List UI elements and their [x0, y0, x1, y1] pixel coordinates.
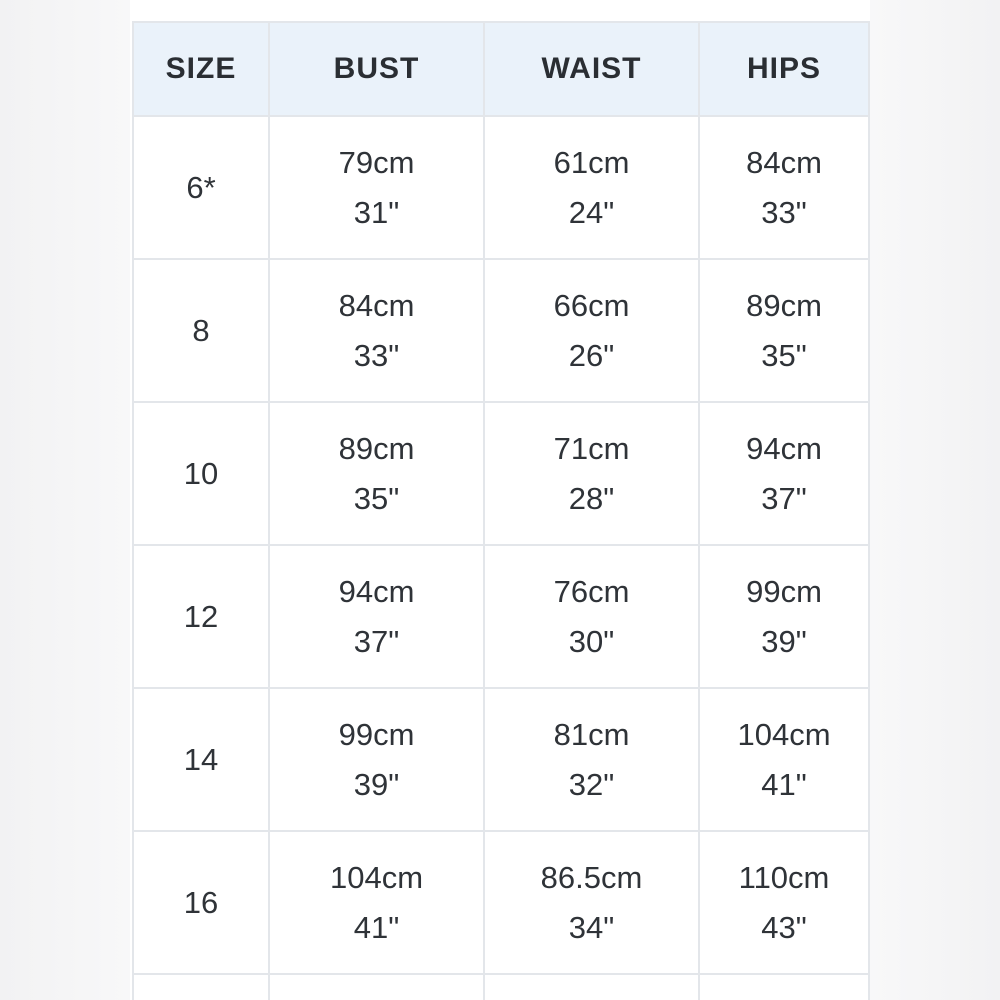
bust-in: 41"	[353, 909, 400, 945]
hips-cm: 99cm	[746, 573, 822, 609]
hips-cell-empty	[699, 974, 869, 1000]
hips-cm: 84cm	[746, 144, 822, 180]
hips-in: 37"	[761, 480, 807, 516]
header-row	[133, 22, 869, 116]
waist-cm: 86.5cm	[540, 859, 643, 895]
waist-cell	[484, 259, 699, 402]
waist-in: 26"	[568, 337, 615, 373]
size-cell: 14	[133, 688, 269, 831]
waist-cell	[484, 402, 699, 545]
waist-cell	[484, 545, 699, 688]
bust-in: 35"	[353, 480, 400, 516]
table-header	[133, 22, 869, 116]
hips-in: 33"	[761, 194, 807, 230]
table-row	[133, 831, 869, 974]
hips-cell	[699, 402, 869, 545]
size-chart-table	[132, 21, 870, 1000]
table-row	[133, 688, 869, 831]
size-cell: 16	[133, 831, 269, 974]
table-row	[133, 545, 869, 688]
hips-cm: 110cm	[738, 859, 830, 895]
bust-cm: 84cm	[338, 287, 415, 323]
waist-cm: 76cm	[553, 573, 630, 609]
bust-cell	[269, 831, 484, 974]
hips-cm: 94cm	[746, 430, 822, 466]
waist-cell	[484, 116, 699, 259]
size-cell: 12	[133, 545, 269, 688]
table-row	[133, 402, 869, 545]
hips-cell	[699, 545, 869, 688]
bust-in: 37"	[353, 623, 400, 659]
waist-cm: 61cm	[553, 144, 630, 180]
hips-cell	[699, 688, 869, 831]
table-row	[133, 259, 869, 402]
waist-in: 28"	[568, 480, 615, 516]
hips-in: 35"	[761, 337, 807, 373]
bust-cm: 94cm	[338, 573, 415, 609]
header-bust: BUST	[269, 22, 484, 116]
table-row	[133, 116, 869, 259]
bust-cell-empty	[269, 974, 484, 1000]
bust-cell	[269, 402, 484, 545]
size-cell-empty	[133, 974, 269, 1000]
waist-in: 32"	[568, 766, 615, 802]
hips-in: 43"	[761, 909, 807, 945]
waist-cm: 66cm	[553, 287, 630, 323]
header-size: SIZE	[133, 22, 269, 116]
page-margin-left	[0, 0, 130, 1000]
hips-in: 39"	[761, 623, 807, 659]
size-cell: 10	[133, 402, 269, 545]
waist-cm: 81cm	[553, 716, 630, 752]
hips-cell	[699, 116, 869, 259]
bust-cell	[269, 259, 484, 402]
bust-in: 31"	[353, 194, 400, 230]
bust-cell	[269, 116, 484, 259]
header-waist: WAIST	[484, 22, 699, 116]
table-body	[133, 116, 869, 1000]
header-hips: HIPS	[699, 22, 869, 116]
hips-cm: 89cm	[746, 287, 822, 323]
bust-cm: 104cm	[329, 859, 424, 895]
bust-cm: 89cm	[338, 430, 415, 466]
waist-cell	[484, 831, 699, 974]
waist-in: 34"	[568, 909, 615, 945]
bust-cell	[269, 688, 484, 831]
bust-cm: 99cm	[338, 716, 415, 752]
bust-cm: 79cm	[338, 144, 415, 180]
hips-cm: 104cm	[737, 716, 831, 752]
size-cell: 8	[133, 259, 269, 402]
hips-cell	[699, 831, 869, 974]
table-row-partial	[133, 974, 869, 1000]
waist-cm: 71cm	[553, 430, 630, 466]
hips-in: 41"	[761, 766, 807, 802]
waist-in: 24"	[568, 194, 615, 230]
bust-cell	[269, 545, 484, 688]
bust-in: 39"	[353, 766, 400, 802]
size-cell: 6*	[133, 116, 269, 259]
waist-cell-empty	[484, 974, 699, 1000]
waist-in: 30"	[568, 623, 615, 659]
bust-in: 33"	[353, 337, 400, 373]
page-margin-right	[870, 0, 1000, 1000]
hips-cell	[699, 259, 869, 402]
waist-cell	[484, 688, 699, 831]
